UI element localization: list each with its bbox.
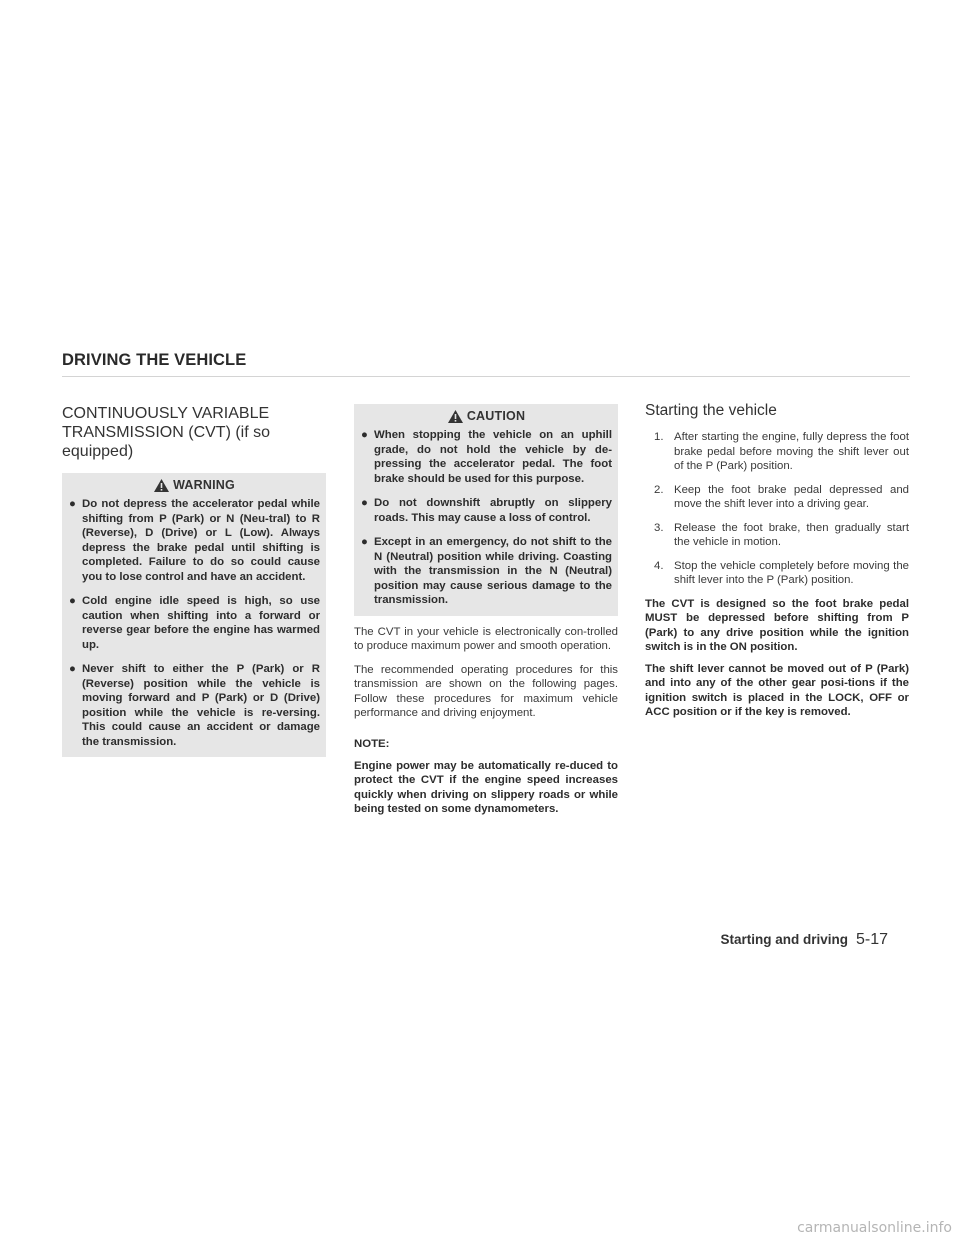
bullet-icon: ● — [361, 497, 368, 509]
title-line: TRANSMISSION (CVT) (if so — [62, 424, 271, 441]
body-paragraph: The recommended operating procedures for this transmission are shown on the following pages. Follow these procedures for maximum vehicle performance and driving enjoyment. — [354, 663, 618, 719]
caution-item: ● Except in an emergency, do not shift to the N (Neutral) position while driving. Coasting with the transmission in the N (Neutral) position may cause serious damage to the transmission. — [361, 536, 612, 606]
step-item: 4. Stop the vehicle completely before moving the shift lever into the P (Park) position. — [654, 559, 909, 586]
bullet-icon: ● — [361, 536, 368, 548]
step-item: 3. Release the foot brake, then gradually start the vehicle in motion. — [654, 521, 909, 548]
warning-heading — [62, 473, 326, 497]
caution-item: ● Do not downshift abruptly on slippery roads. This may cause a loss of control. — [361, 497, 612, 524]
column-2 — [354, 404, 618, 817]
warning-item: ● Never shift to either the P (Park) or R (Reverse) position while the vehicle is moving forward and P (Park) or D (Drive) position while the vehicle is re-versing. This could cause an accident or damage the transmission. — [69, 663, 320, 748]
step-item: 2. Keep the foot brake pedal depressed and move the shift lever into a driving gear. — [654, 483, 909, 510]
title-line: equipped) — [62, 443, 134, 460]
bullet-icon: ● — [361, 429, 368, 441]
warning-list — [62, 497, 326, 749]
caution-item: ● When stopping the vehicle on an uphill grade, do not hold the vehicle by de-pressing the accelerator pedal. The foot brake should be used for this purpose. — [361, 429, 612, 485]
warning-item: ● Do not depress the accelerator pedal while shifting from P (Park) or N (Neu-tral) to R (Reverse), D (Drive) or L (Low). Always depress the brake pedal until shifting is completed. Failure to do so could cause you to lose control and have an accident. — [69, 498, 320, 583]
caution-heading — [354, 404, 618, 428]
note-text: Engine power may be automatically re-duced to protect the CVT if the engine speed increases quickly when driving on slippery roads or while being tested on some dynamometers. — [354, 759, 618, 815]
steps-list — [645, 430, 909, 588]
section-header: DRIVING THE VEHICLE — [62, 351, 247, 369]
bullet-icon: ● — [69, 595, 76, 607]
warning-triangle-icon — [153, 478, 170, 493]
warning-triangle-icon — [447, 409, 464, 424]
body-paragraph: The CVT in your vehicle is electronically con-trolled to produce maximum power and smooth operation. — [354, 625, 618, 652]
bullet-icon: ● — [69, 663, 76, 675]
subsection-title: Starting the vehicle — [645, 402, 777, 419]
caution-box — [354, 404, 618, 616]
page-number: 5-17 — [855, 931, 888, 948]
caution-list — [354, 428, 618, 608]
page-title — [62, 404, 326, 461]
warning-heading-text: WARNING — [173, 478, 235, 492]
step-item: 1. After starting the engine, fully depress the foot brake pedal before moving the shift lever out of the P (Park) position. — [654, 431, 909, 472]
column-3 — [645, 404, 909, 720]
footer-chapter: Starting and driving — [720, 932, 848, 947]
note-label: NOTE: — [354, 737, 390, 750]
warning-box — [62, 473, 326, 757]
body-paragraph-bold: The shift lever cannot be moved out of P (Park) and into any of the other gear posi-tions if the ignition switch is placed in the LOCK, OFF or ACC position or if the key is removed. — [645, 662, 909, 718]
bullet-icon: ● — [69, 498, 76, 510]
title-line: CONTINUOUSLY VARIABLE — [62, 405, 270, 422]
body-paragraph-bold: The CVT is designed so the foot brake pedal MUST be depressed before shifting from P (Park) to any drive position while the ignition switch is in the ON position. — [645, 597, 909, 653]
watermark: carmanualsonline.info — [797, 1220, 952, 1236]
page-footer — [720, 931, 888, 949]
column-1 — [62, 404, 326, 757]
caution-heading-text: CAUTION — [466, 409, 526, 423]
header-divider — [62, 376, 910, 377]
warning-item: ● Cold engine idle speed is high, so use caution when shifting into a forward or reverse gear before the engine has warmed up. — [69, 595, 320, 651]
